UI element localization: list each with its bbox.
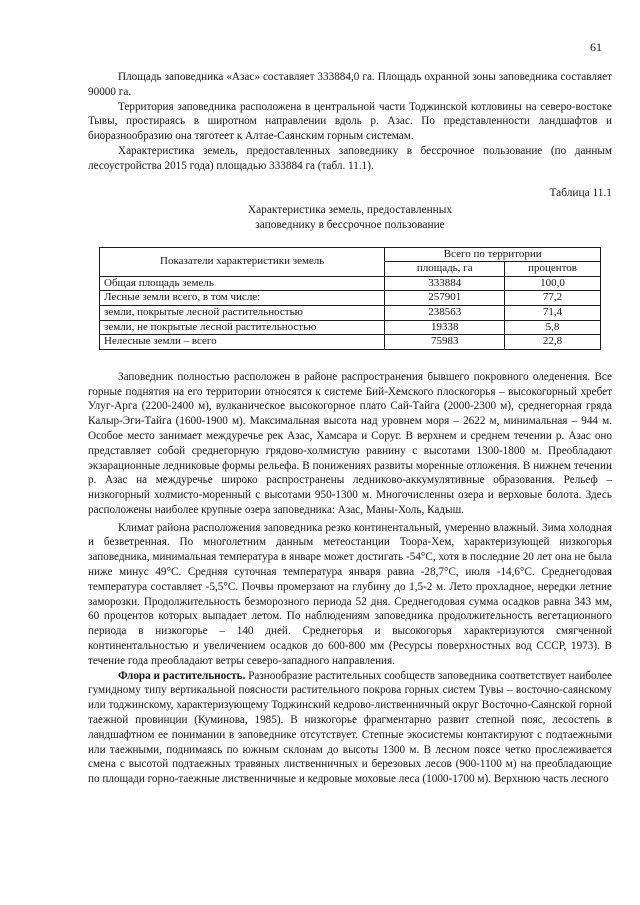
header-area: площадь, га: [385, 262, 505, 277]
paragraph-climate: Климат района расположения заповедника резко континентальный, умеренно влажный. Зима холодная и безветренная. По многолетним данным метеостанции Тоора-Хем, характеризующей низкогорья заповедника, минимальная температура в январе может достигать -54°С, хотя в последние 20 лет она не была ниже минус 49°С. Средняя суточная температура января равна -28,7°С, июля -14,6°С. Среднегодовая температура составляет -5,5°С. Почвы промерзают на глубину до 1,5-2 м. Лето прохладное, нередки летние заморозки. Продолжительность безморозного периода 52 дня. Среднегодовая сумма осадков равна 343 мм, 60 процентов которых выпадает летом. По наблюдениям заповедника продолжительность вегетационного периода в низкогорье – 140 дней. Среднегорья и высокогорья характеризуются смягченной континентальностью и увеличением осадков до 600-800 мм (Ресурсы поверхностных вод СССР, 1973). В течение года преобладают ветры северо-западного направления.: [88, 521, 612, 667]
row-area: 333884: [385, 276, 505, 291]
row-percent: 77,2: [505, 291, 601, 306]
row-name: земли, покрытые лесной растительностью: [100, 305, 385, 320]
table-title-line: Характеристика земель, предоставленных: [247, 204, 453, 217]
row-name: земли, не покрытые лесной растительностью: [100, 320, 385, 335]
row-area: 257901: [385, 291, 505, 306]
row-name: Нелесные земли – всего: [100, 335, 385, 350]
row-name: Общая площадь земель: [100, 276, 385, 291]
table-title: [88, 203, 612, 232]
page-number: 61: [590, 40, 602, 54]
page-body: [88, 70, 612, 787]
paragraph-relief: Заповедник полностью расположен в районе распространения бывшего покровного оледенения. Все горные поднятия на его территории относятся к системе Бий-Хемского плоскогорья – высокогорный хребет Улуг-Арга (2200-2400 м), вулканическое высокогорное плато Сай-Тайга (2000-2300 м), среднегорная гряда Калыр-Эги-Тайга (1600-1900 м). Максимальная высота над уровнем моря – 2622 м, минимальная – 944 м. Особое место занимает междуречье рек Азас, Хамсара и Соруг. В верхнем и среднем течении р. Азас оно представляет собой среднегорную грядово-холмистую равнину с высотами 1300-1800 м. Преобладают экзарационные ледниковые формы рельефа. В понижениях развиты моренные отложения. В нижнем течении р. Азас на междуречье широко распространены ледниково-аккумулятивные образования. Рельеф – низкогорный холмисто-моренный с высотами 950-1300 м. Многочисленны озера и верховые болота. Здесь расположены наиболее крупные озера заповедника: Азас, Маны-Холь, Кадыш.: [88, 370, 612, 516]
paragraph-flora: [88, 669, 612, 787]
row-percent: 100,0: [505, 276, 601, 291]
header-group: Всего по территории: [385, 247, 601, 262]
header-percent: процентов: [505, 262, 601, 277]
table-row: [100, 305, 601, 320]
row-area: 19338: [385, 320, 505, 335]
table-row: [100, 320, 601, 335]
land-characteristics-table: [99, 247, 601, 350]
table-title-line: заповеднику в бессрочное пользование: [255, 218, 445, 231]
flora-heading: Флора и растительность.: [118, 669, 246, 682]
header-indicator: Показатели характеристики земель: [100, 247, 385, 276]
row-percent: 5,8: [505, 320, 601, 335]
paragraph-location: Территория заповедника расположена в центральной части Тоджинской котловины на северо-востоке Тывы, простираясь в широтном направлении вдоль р. Азас. По представленности ландшафтов и биоразнообразию она тяготеет к Алтае-Саянским горным системам.: [88, 100, 612, 143]
row-area: 75983: [385, 335, 505, 350]
row-name: Лесные земли всего, в том числе:: [100, 291, 385, 306]
table-row: [100, 335, 601, 350]
paragraph-lands-intro: Характеристика земель, предоставленных заповеднику в бессрочное пользование (по данным лесоустройства 2015 года) площадью 333884 га (табл. 11.1).: [88, 144, 612, 172]
table-row: [100, 276, 601, 291]
table-label: Таблица 11.1: [549, 186, 612, 199]
flora-text: Разнообразие растительных сообществ заповедника соответствует наиболее гумидному типу вертикальной поясности растительного покрова горных систем Тувы – восточно-саянскому или тоджинскому, характеризующему Тоджинский кедрово-лиственничный округ Восточно-Саянской горной таежной провинции (Куминова, 1985). В низкогорье фрагментарно развит степной пояс, лесостепь в ландшафтном ее понимании в заповеднике отсутствует. Степные экосистемы контактируют с подтаежными или таежными, поднимаясь по южным склонам до высоты 1300 м. В лесном поясе четко прослеживается смена с высотой подтаежных травяных лиственничных и березовых лесов (900-1100 м) на преобладающие по площади горно-таежные лиственничные и кедровые моховые леса (1000-1700 м). Верхнюю часть лесного: [88, 669, 612, 786]
table-row: [100, 291, 601, 306]
row-percent: 71,4: [505, 305, 601, 320]
paragraph-area: Площадь заповедника «Азас» составляет 333884,0 га. Площадь охранной зоны заповедника составляет 90000 га.: [88, 71, 612, 98]
row-percent: 22,8: [505, 335, 601, 350]
row-area: 238563: [385, 305, 505, 320]
